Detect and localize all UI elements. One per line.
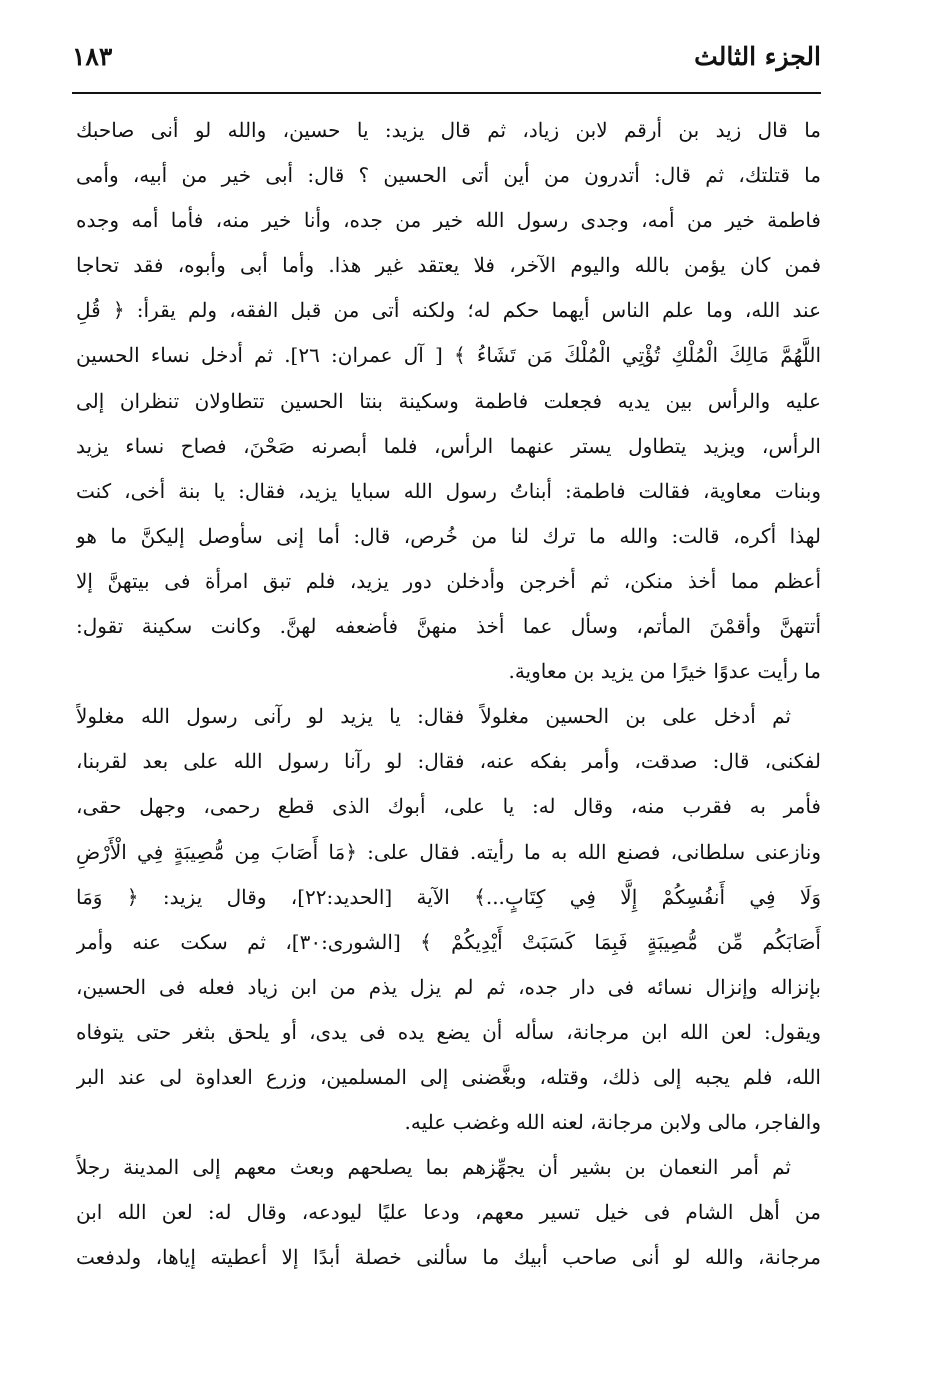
text-line: ما قتلتك، ثم قال: أتدرون من أين أتى الحسين ؟ قال: أبى خير من أبيه، وأمى xyxy=(76,163,821,188)
text-line: مرجانة، والله لو أنى صاحب أبيك ما سألنى خصلة أبدًا إلا أعطيته إياها، ولدفعت xyxy=(76,1245,821,1270)
text-line: فمن كان يؤمن بالله واليوم الآخر، فلا يعتقد غير هذا. وأما أبى وأبوه، فقد تحاجا xyxy=(76,253,821,278)
page-number: ١٨٣ xyxy=(72,42,113,71)
text-line: ثم أمر النعمان بن بشير أن يجهِّزهم بما يصلحهم وبعث معهم إلى المدينة رجلاً xyxy=(76,1155,791,1180)
text-line: بإنزاله وإنزال نسائه فى دار جده، ثم لم يزل يذم من ابن زياد فعله فى الحسين، xyxy=(76,974,821,999)
text-line: وبنات معاوية، فقالت فاطمة: أبناتُ رسول الله سبايا يزيد، فقال: يا بنة أخى، كنت xyxy=(76,478,821,503)
page-header xyxy=(72,38,821,84)
header-divider xyxy=(72,92,821,94)
text-line: فاطمة خير من أمه، وجدى رسول الله خير من جده، وأنا خير منه، فأما أمه وجده xyxy=(76,208,821,233)
text-line: عليه والرأس بين يديه فجعلت فاطمة وسكينة بنتا الحسين تتطاولان تنظران إلى xyxy=(76,388,821,413)
text-line: ونازعنى سلطانى، فصنع الله به ما رأيته. فقال على: ﴿مَا أَصَابَ مِن مُّصِيبَةٍ فِي الْأَرْضِ xyxy=(76,839,821,864)
text-line: ما رأيت عدوًا خيرًا من يزيد بن معاوية. xyxy=(508,659,821,684)
text-line: الله، فلم يجبه إلى ذلك، وقتله، وبغَّضنى إلى المسلمين، وزرع العداوة لى عند البر xyxy=(76,1064,821,1089)
text-line: لهذا أكره، قالت: والله ما ترك لنا من خُرص، قال: أما إنى سأوصل إليكنَّ ما هو xyxy=(76,523,821,548)
text-line: اللَّهُمَّ مَالِكَ الْمُلْكِ تُؤْتِي الْمُلْكَ مَن تَشَاءُ ﴾ [ آل عمران: ٢٦]. ثم أدخل نساء الحسين xyxy=(76,343,821,368)
text-line: ويقول: لعن الله ابن مرجانة، سأله أن يضع يده فى يدى، أو يلحق بثغر حتى يتوفاه xyxy=(76,1019,821,1044)
text-line: والفاجر، مالى ولابن مرجانة، لعنه الله وغضب عليه. xyxy=(404,1110,821,1135)
text-line: لفكنى، قال: صدقت، وأمر بفكه عنه، فقال: لو رآنا رسول الله على بعد لقربنا، xyxy=(76,749,821,774)
text-line: أعظم مما أخذ منكن، ثم أخرجن وأدخلن دور يزيد، فلم تبق امرأة فى بيتهنَّ إلا xyxy=(76,568,821,593)
text-line: عند الله، وما علم الناس أيهما حكم له؛ ولكنه أتى من قبل الفقه، ولم يقرأ: ﴿ قُلِ xyxy=(76,298,821,323)
text-line: الرأس، ويزيد يتطاول يستر عنهما الرأس، فلما أبصرنه صَحْنَ، فصاح نساء يزيد xyxy=(76,433,821,458)
text-line: ثم أدخل على بن الحسين مغلولاً فقال: يا يزيد لو رآنى رسول الله مغلولاً xyxy=(76,704,791,729)
text-line: ما قال زيد بن أرقم لابن زياد، ثم قال يزيد: يا حسين، والله لو أنى صاحبك xyxy=(76,118,821,142)
body-text xyxy=(76,108,821,1280)
text-line: وَلَا فِي أَنفُسِكُمْ إِلَّا فِي كِتَابٍ...﴾ الآية [الحديد:٢٢]، وقال يزيد: ﴿ وَمَا xyxy=(76,884,821,909)
text-line: من أهل الشام فى خيل تسير معهم، ودعا عليًا ليودعه، وقال له: لعن الله ابن xyxy=(76,1200,821,1225)
text-line: أتتهنَّ وأقمْنَ المأتم، وسأل عما أخذ منهنَّ فأضعفه لهنَّ. وكانت سكينة تقول: xyxy=(76,614,821,639)
text-line: فأمر به فقرب منه، وقال له: يا على، أبوك الذى قطع رحمى، وجهل حقى، xyxy=(76,794,821,819)
text-line: أَصَابَكُم مِّن مُّصِيبَةٍ فَبِمَا كَسَبَتْ أَيْدِيكُمْ ﴾ [الشورى:٣٠]، ثم سكت عنه وأمر xyxy=(76,929,821,954)
running-title: الجزء الثالث xyxy=(694,42,821,71)
